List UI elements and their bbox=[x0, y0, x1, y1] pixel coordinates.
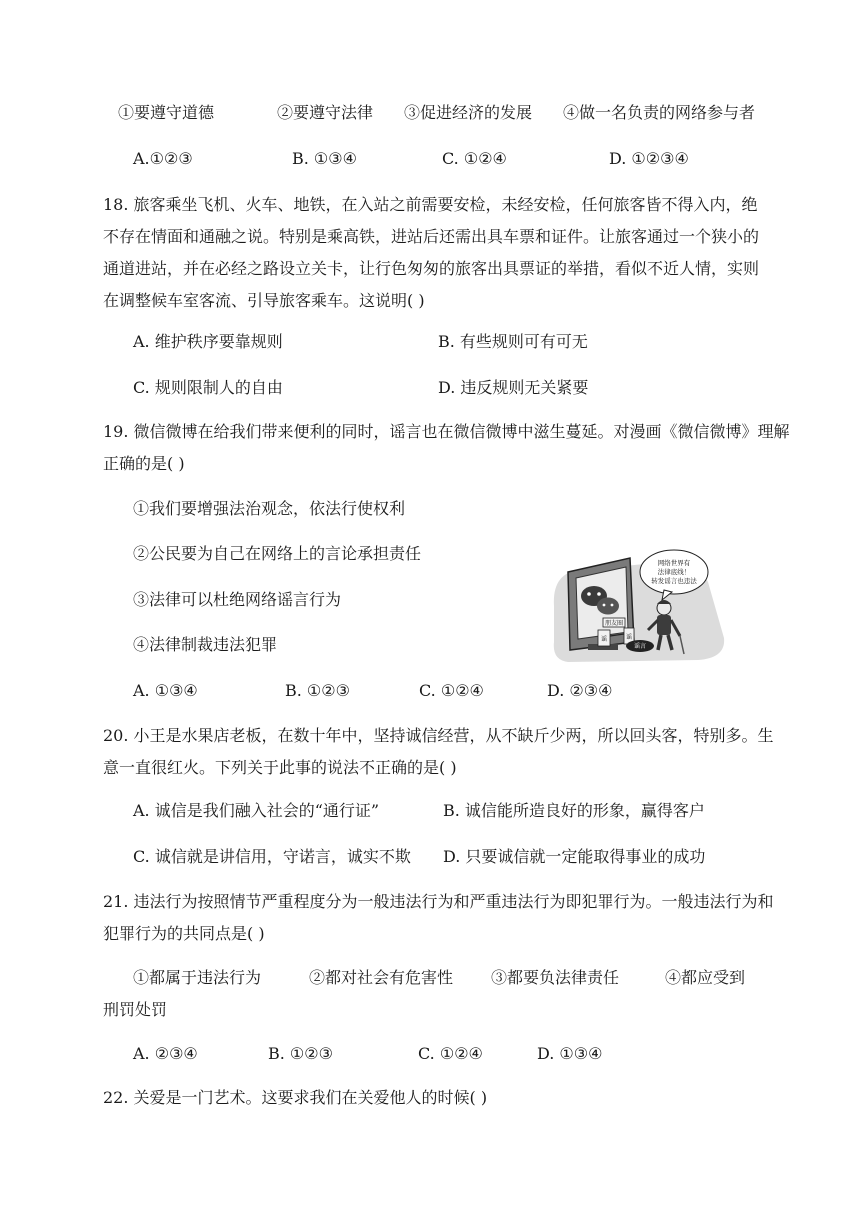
q19-option-a: A. ①③④ bbox=[133, 681, 198, 700]
q19-statement-3: ③法律可以杜绝网络谣言行为 bbox=[133, 590, 342, 609]
bubble-line-2: 法律底线！ bbox=[657, 568, 691, 576]
q19-option-d: D. ②③④ bbox=[547, 681, 613, 700]
q21-statement-continuation: 刑罚处罚 bbox=[103, 1000, 168, 1019]
q19-statement-1: ①我们要增强法治观念，依法行使权利 bbox=[133, 499, 406, 518]
q19-option-c: C. ①②④ bbox=[419, 681, 484, 700]
q19-statement-4: ④法律制裁违法犯罪 bbox=[133, 635, 278, 654]
screen-label: 朋友圈 bbox=[604, 620, 624, 627]
q20-option-d: D. 只要诚信就一定能取得事业的成功 bbox=[443, 847, 706, 866]
q19-statement-2: ②公民要为自己在网络上的言论承担责任 bbox=[133, 544, 422, 563]
q21-option-d: D. ①③④ bbox=[537, 1044, 603, 1063]
q21-statement-3: ③都要负法律责任 bbox=[491, 968, 620, 987]
q20-option-c: C. 诚信就是讲信用，守诺言，诚实不欺 bbox=[133, 847, 411, 866]
q17-option-d: D. ①②③④ bbox=[609, 149, 689, 168]
q18-line-2: 不存在情面和通融之说。特别是乘高铁，进站后还需出具车票和证件。让旅客通过一个狭小的 bbox=[103, 227, 760, 246]
bubble-line-3: 转发谣言也违法 bbox=[651, 577, 697, 585]
q17-option-c: C. ①②④ bbox=[442, 149, 507, 168]
q17-statement-1: ①要遵守道德 bbox=[118, 103, 215, 122]
q19-option-b: B. ①②③ bbox=[285, 681, 350, 700]
q18-option-c: C. 规则限制人的自由 bbox=[133, 378, 283, 397]
q19-line-2: 正确的是( ) bbox=[103, 454, 185, 473]
q20-option-a: A. 诚信是我们融入社会的“通行证” bbox=[133, 801, 380, 820]
ground-label: 谣言 bbox=[633, 643, 647, 650]
q21-option-c: C. ①②④ bbox=[418, 1044, 483, 1063]
q21-line-1: 21. 违法行为按照情节严重程度分为一般违法行为和严重违法行为即犯罪行为。一般违法行为和 bbox=[103, 892, 774, 911]
q17-statement-4: ④做一名负责的网络参与者 bbox=[563, 103, 756, 122]
q20-line-1: 20. 小王是水果店老板，在数十年中，坚持诚信经营，从不缺斤少两，所以回头客，特别多。生 bbox=[103, 726, 774, 745]
q19-line-1: 19. 微信微博在给我们带来便利的同时，谣言也在微信微博中滋生蔓延。对漫画《微信微博》理解 bbox=[103, 422, 790, 441]
q18-option-a: A. 维护秩序要靠规则 bbox=[133, 332, 283, 351]
barrier-sign-left: 谣 bbox=[600, 636, 608, 643]
q21-option-a: A. ②③④ bbox=[133, 1044, 198, 1063]
q18-option-b: B. 有些规则可有可无 bbox=[438, 332, 588, 351]
q18-line-1: 18. 旅客乘坐飞机、火车、地铁，在入站之前需要安检，未经安检，任何旅客皆不得入内，绝 bbox=[103, 195, 758, 214]
bubble-line-1: 网络世界有 bbox=[657, 559, 691, 567]
barrier-sign-right: 谣 bbox=[625, 634, 633, 641]
q20-option-b: B. 诚信能所造良好的形象，赢得客户 bbox=[443, 801, 705, 820]
q17-option-a: A.①②③ bbox=[133, 149, 193, 168]
q18-line-4: 在调整候车室客流、引导旅客乘车。这说明( ) bbox=[103, 291, 425, 310]
q21-statement-1: ①都属于违法行为 bbox=[133, 968, 262, 987]
wechat-weibo-cartoon bbox=[548, 546, 730, 664]
q20-line-2: 意一直很红火。下列关于此事的说法不正确的是( ) bbox=[103, 758, 457, 777]
q21-option-b: B. ①②③ bbox=[268, 1044, 333, 1063]
q17-statement-3: ③促进经济的发展 bbox=[404, 103, 533, 122]
q21-statement-2: ②都对社会有危害性 bbox=[309, 968, 454, 987]
q21-line-2: 犯罪行为的共同点是( ) bbox=[103, 924, 265, 943]
q17-statement-2: ②要遵守法律 bbox=[277, 103, 374, 122]
q18-option-d: D. 违反规则无关紧要 bbox=[438, 378, 589, 397]
q17-option-b: B. ①③④ bbox=[292, 149, 357, 168]
q22-line-1: 22. 关爱是一门艺术。这要求我们在关爱他人的时候( ) bbox=[103, 1088, 488, 1107]
q18-line-3: 通道进站，并在必经之路设立关卡，让行色匆匆的旅客出具票证的举措，看似不近人情，实则 bbox=[103, 259, 760, 278]
q21-statement-4: ④都应受到 bbox=[665, 968, 746, 987]
